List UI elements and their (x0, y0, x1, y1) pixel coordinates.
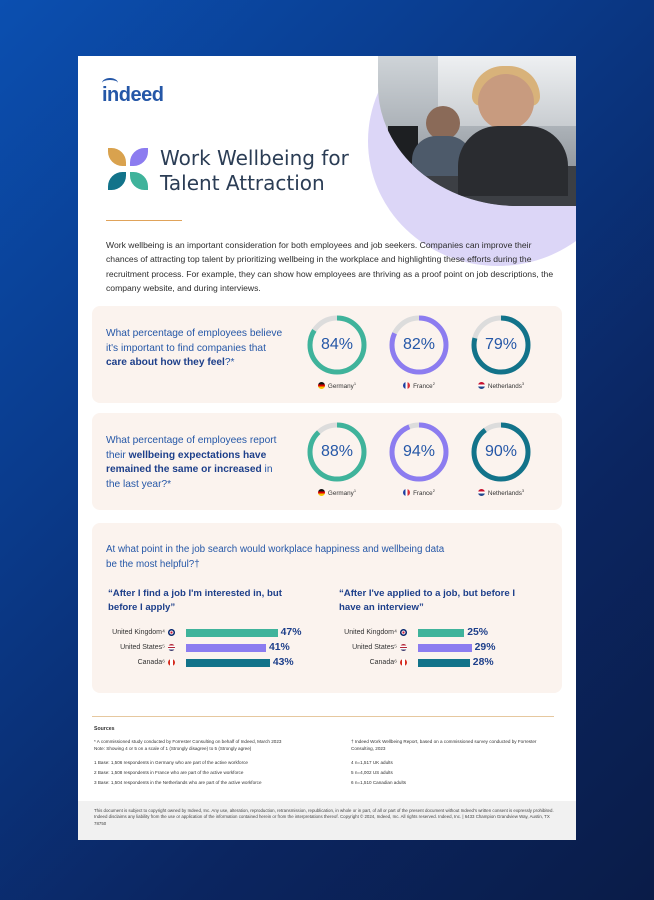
donut-value: 82% (402, 336, 436, 353)
flag-icon (318, 489, 325, 496)
bar (186, 659, 270, 667)
wellbeing-flower-icon (104, 144, 154, 196)
document-page (78, 56, 576, 840)
bar-row (120, 641, 290, 655)
donut-value: 88% (320, 443, 354, 460)
job-search-card (92, 523, 562, 693)
source-note: 6 n=1,510 Canadian adults (351, 780, 407, 785)
bar-row (112, 626, 302, 640)
stat-card-expectations (92, 413, 562, 510)
office-photo (378, 56, 576, 206)
bar-row (369, 656, 494, 670)
donut-value: 90% (484, 443, 518, 460)
page-title: Work Wellbeing for Talent Attraction (160, 146, 349, 195)
donut-netherlands (470, 421, 532, 483)
donut-germany (306, 421, 368, 483)
indeed-logo: indeed (102, 84, 163, 107)
donut-value: 84% (320, 336, 354, 353)
bar-value: 25% (467, 627, 489, 638)
flag-icon (478, 382, 485, 389)
flag-icon (168, 659, 175, 666)
source-note: 1 Base: 1,506 respondents in Germany who are part of the active workforce (94, 760, 248, 765)
bar-row (352, 641, 496, 655)
bar-label: Canada⁶ (137, 659, 165, 666)
bar-label: United Kingdom⁴ (344, 629, 397, 636)
flag-icon (318, 382, 325, 389)
source-note: 2 Base: 1,508 respondents in France who are part of the active workforce (94, 770, 244, 775)
title-divider (106, 220, 182, 221)
source-note: * A commissioned study conducted by Forrester Consulting on behalf of Indeed, March 2023 (94, 739, 282, 744)
country-label: France$^2$ (379, 381, 459, 390)
bar-label: United Kingdom⁴ (112, 629, 165, 636)
donut-netherlands (470, 314, 532, 376)
bar-value: 47% (280, 627, 302, 638)
bar-value: 43% (272, 657, 294, 668)
bar-label: United States⁵ (352, 644, 397, 651)
country-label: Netherlands$^3$ (461, 488, 541, 497)
bar (418, 629, 464, 637)
country-label: Germany$^1$ (297, 381, 377, 390)
flag-icon (478, 489, 485, 496)
flag-icon (403, 489, 410, 496)
bar-value: 29% (474, 642, 496, 653)
donut-value: 94% (402, 443, 436, 460)
source-note: † Indeed Work Wellbeing Report, based on a commissioned survey conducted by Forrester Consulting, 2023 (351, 739, 537, 751)
flag-icon (400, 659, 407, 666)
sources-heading: Sources (94, 726, 115, 732)
copyright-footer (78, 801, 576, 840)
stat-card-care (92, 306, 562, 403)
flag-icon (403, 382, 410, 389)
bar-label: United States⁵ (120, 644, 165, 651)
quote-before-apply: “After I find a job I'm interested in, but before I apply” (108, 588, 282, 613)
flag-icon (168, 629, 175, 636)
bar-label: Canada⁶ (369, 659, 397, 666)
bar-value: 28% (472, 657, 494, 668)
bar-row (137, 656, 294, 670)
flag-icon (400, 629, 407, 636)
bar (186, 644, 266, 652)
copyright-text: This document is subject to copyright owned by Indeed, Inc. Any use, alteration, reproduction, retransmission, republication, in whole or in part, of all or part of the present document without Indeed's written consent is expressly prohibited. Indeed disclaims any liability from the use or application of the information contained herein or from the interpretations thereof. Copyright © 2024, Indeed, Inc. All rights reserved. Indeed, Inc. | 6433 Champion Grandview Way, Austin, TX 78750 (94, 808, 554, 826)
country-label: Germany$^1$ (297, 488, 377, 497)
source-note: 4 n=1,517 UK adults (351, 760, 393, 765)
flag-icon (168, 644, 175, 651)
bar (186, 629, 278, 637)
donut-germany (306, 314, 368, 376)
donut-france (388, 421, 450, 483)
source-note: 5 n=4,002 US adults (351, 770, 393, 775)
country-label: France$^2$ (379, 488, 459, 497)
source-note: Note: Showing 4 or 5 on a scale of 1 (Strongly disagree) to 5 (Strongly agree) (94, 746, 252, 751)
intro-paragraph: Work wellbeing is an important consideration for both employees and job seekers. Companies can improve their chances of attracting top talent by prioritizing wellbeing in the workplace and highlighting these efforts during the recruitment process. For example, they can show how employees are thriving as a proof point on job descriptions, the company website, and during interviews. (106, 240, 554, 294)
bar (418, 659, 470, 667)
country-label: Netherlands$^3$ (461, 381, 541, 390)
question-expectations: What percentage of employees report their wellbeing expectations have remained the same or increased in the last year?* (106, 435, 277, 490)
bar (418, 644, 472, 652)
donut-france (388, 314, 450, 376)
flag-icon (400, 644, 407, 651)
quote-before-interview: “After I've applied to a job, but before I have an interview” (339, 588, 516, 613)
donut-value: 79% (484, 336, 518, 353)
sources-divider (92, 716, 554, 717)
bar-value: 41% (268, 642, 290, 653)
source-note: 3 Base: 1,504 respondents in the Netherlands who are part of the active workforce (94, 780, 262, 785)
question-job-search: At what point in the job search would workplace happiness and wellbeing data be the most helpful?† (106, 544, 445, 570)
bar-row (344, 626, 489, 640)
question-care: What percentage of employees believe it's important to find companies that care about how they feel?* (106, 328, 283, 368)
